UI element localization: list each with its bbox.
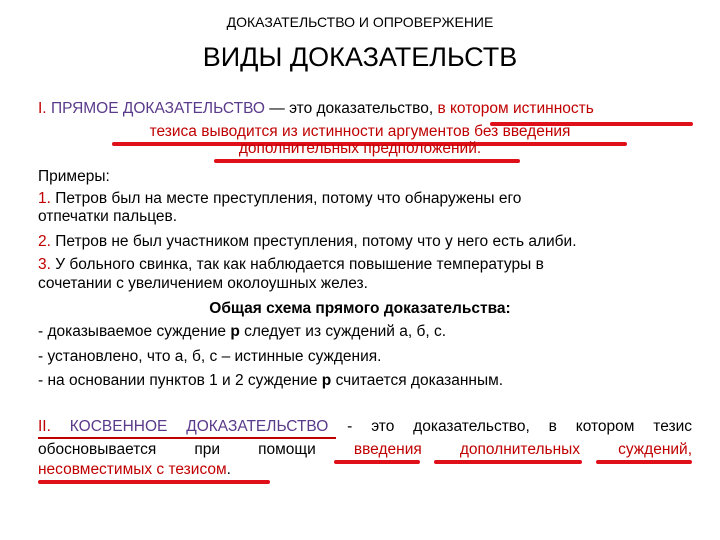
- example-1-line1: [38, 190, 521, 208]
- underline-indirect-2c: [596, 460, 692, 464]
- scheme-line3: [38, 372, 503, 390]
- example-1-num: 1.: [38, 190, 51, 207]
- indirect-word-6: суждений,: [618, 441, 692, 458]
- example-2-text: Петров не был участником преступления, потому что у него есть алиби.: [55, 233, 577, 250]
- examples-label: Примеры:: [38, 168, 110, 185]
- indirect-def-rest: - это доказательство, в котором тезис: [347, 418, 692, 435]
- example-3-text: У больного свинка, так как наблюдается повышение температуры в: [55, 256, 544, 273]
- example-3-line1: [38, 256, 544, 274]
- example-1-text: Петров был на месте преступления, потому что обнаружены его: [55, 190, 522, 207]
- scheme-line2: - установлено, что а, б, с – истинные суждения.: [38, 348, 382, 365]
- indirect-word-2: при: [194, 441, 221, 458]
- scheme-title: Общая схема прямого доказательства:: [209, 300, 511, 317]
- indirect-term: КОСВЕННОЕ ДОКАЗАТЕЛЬСТВО: [69, 418, 329, 435]
- underline-direct-3: [214, 159, 520, 163]
- indirect-definition-line3: [38, 461, 231, 479]
- underline-indirect-3: [38, 480, 270, 484]
- direct-term: ПРЯМОЕ ДОКАЗАТЕЛЬСТВО: [50, 100, 265, 117]
- page-title: ВИДЫ ДОКАЗАТЕЛЬСТВ: [202, 42, 518, 72]
- indirect-word-1: обосновывается: [38, 441, 157, 458]
- direct-def-part1: это доказательство,: [289, 100, 438, 117]
- example-2-num: 2.: [38, 233, 51, 250]
- example-3-num: 3.: [38, 256, 51, 273]
- scheme-line1-p: р: [230, 323, 240, 340]
- scheme-line3-post: считается доказанным.: [331, 372, 504, 389]
- scheme-line1-post: следует из суждений а, б, с.: [239, 323, 447, 340]
- example-3-line2: сочетании с увеличением околоушных желез.: [38, 275, 368, 292]
- indirect-line3-end: .: [226, 461, 231, 478]
- indirect-definition-line2: [38, 441, 692, 459]
- direct-def-part2: в котором истинность: [437, 100, 594, 117]
- underline-indirect-2b: [434, 460, 582, 464]
- indirect-word-3: помощи: [258, 441, 316, 458]
- scheme-line1-pre: - доказываемое суждение: [38, 323, 231, 340]
- indirect-line3-text: несовместимых с тезисом: [38, 461, 227, 478]
- scheme-line3-p: р: [321, 372, 332, 389]
- underline-indirect-term: [38, 437, 336, 439]
- direct-definition-line3: дополнительных предположений.: [238, 140, 482, 157]
- direct-definition-line1: [38, 100, 594, 118]
- scheme-line1: [38, 323, 446, 341]
- underline-indirect-2a: [334, 460, 420, 464]
- indirect-word-4: введения: [353, 441, 422, 458]
- indirect-numeral: II.: [38, 418, 51, 435]
- direct-definition-line2: тезиса выводится из истинности аргументов без введения: [149, 123, 571, 140]
- direct-numeral: I.: [38, 100, 47, 117]
- example-1-line2: отпечатки пальцев.: [38, 208, 178, 225]
- example-2-line1: [38, 233, 577, 251]
- direct-dash: —: [269, 100, 285, 117]
- indirect-word-5: дополнительных: [459, 441, 581, 458]
- section-title: ДОКАЗАТЕЛЬСТВО И ОПРОВЕРЖЕНИЕ: [226, 14, 494, 30]
- indirect-definition-line1: [38, 418, 692, 436]
- scheme-line3-pre: - на основании пунктов 1 и 2 суждение: [38, 372, 322, 389]
